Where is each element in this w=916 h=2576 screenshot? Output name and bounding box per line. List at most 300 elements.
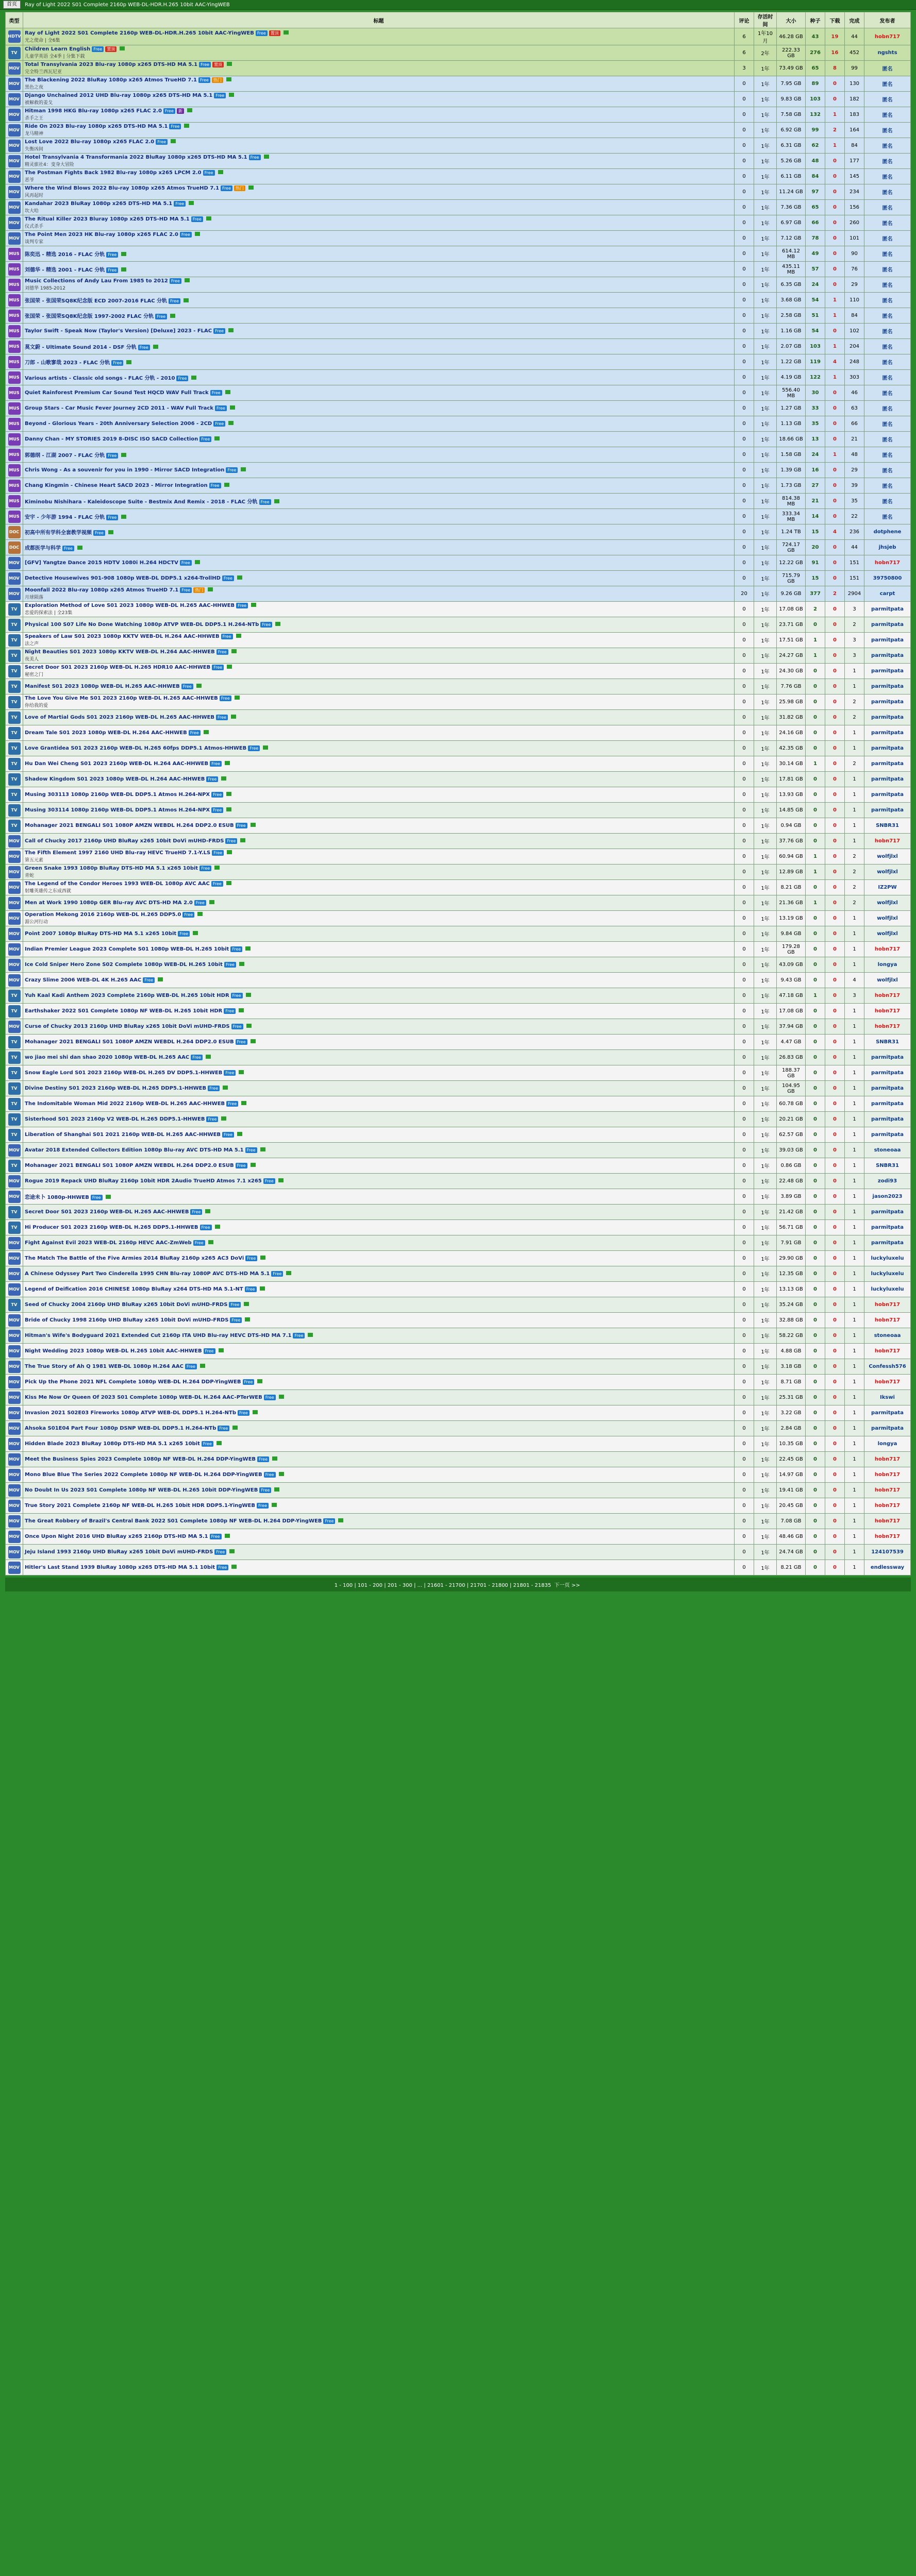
torrent-title-link[interactable]: 成都医学与科学 xyxy=(25,546,61,551)
leechers-count[interactable]: 0 xyxy=(825,1127,845,1143)
leechers-count[interactable]: 0 xyxy=(825,200,845,215)
comments-count[interactable]: 0 xyxy=(735,463,754,478)
uploader-name[interactable]: hobn717 xyxy=(864,1514,911,1529)
completed-count[interactable]: 63 xyxy=(845,401,864,416)
uploader-name[interactable]: parmitpata xyxy=(864,1220,911,1235)
seeders-count[interactable]: 103 xyxy=(806,339,825,354)
uploader-name[interactable]: 匿名 xyxy=(864,123,911,138)
table-row[interactable] xyxy=(6,1081,911,1096)
torrent-title-link[interactable]: Rogue 2019 Repack UHD BluRay 2160p 10bit HDR 2Audio TrueHD Atmos 7.1 x265 xyxy=(25,1178,262,1184)
download-icon[interactable] xyxy=(251,1163,256,1167)
uploader-name[interactable]: 匿名 xyxy=(864,184,911,200)
category-icon[interactable]: MUS xyxy=(8,464,21,477)
download-icon[interactable] xyxy=(239,962,244,966)
completed-count[interactable]: 1 xyxy=(845,1421,864,1436)
table-row[interactable] xyxy=(6,1189,911,1205)
leechers-count[interactable]: 0 xyxy=(825,1328,845,1344)
uploader-name[interactable]: parmitpata xyxy=(864,1421,911,1436)
torrent-title-link[interactable]: The True Story of Ah Q 1981 WEB-DL 1080p H.264 AAC xyxy=(25,1364,184,1369)
category-icon[interactable]: MOV xyxy=(8,1515,21,1528)
uploader-name[interactable]: stoneoaa xyxy=(864,1328,911,1344)
table-row[interactable] xyxy=(6,540,911,555)
category-icon[interactable]: TV xyxy=(8,727,21,739)
download-icon[interactable] xyxy=(193,931,198,935)
completed-count[interactable]: 3 xyxy=(845,633,864,648)
comments-count[interactable]: 0 xyxy=(735,123,754,138)
uploader-name[interactable]: 匿名 xyxy=(864,432,911,447)
seeders-count[interactable]: 57 xyxy=(806,262,825,277)
table-row[interactable] xyxy=(6,787,911,803)
comments-count[interactable]: 0 xyxy=(735,1421,754,1436)
category-icon[interactable]: MUS xyxy=(8,279,21,291)
category-icon[interactable]: TV xyxy=(8,1113,21,1126)
completed-count[interactable]: 90 xyxy=(845,246,864,262)
leechers-count[interactable]: 0 xyxy=(825,1189,845,1205)
seeders-count[interactable]: 97 xyxy=(806,184,825,200)
torrent-title-link[interactable]: Lost Love 2022 Blu-ray 1080p x265 FLAC 2.0 xyxy=(25,139,155,145)
download-icon[interactable] xyxy=(241,467,246,471)
download-icon[interactable] xyxy=(200,1364,205,1368)
seeders-count[interactable]: 65 xyxy=(806,200,825,215)
seeders-count[interactable]: 65 xyxy=(806,61,825,76)
table-row[interactable] xyxy=(6,1112,911,1127)
download-icon[interactable] xyxy=(226,807,231,811)
torrent-title-link[interactable]: [GFV] Yangtze Dance 2015 HDTV 1080i H.264 HDCTV xyxy=(25,560,178,566)
completed-count[interactable]: 1 xyxy=(845,911,864,926)
torrent-title-link[interactable]: Point 2007 1080p BluRay DTS-HD MA 5.1 x265 10bit xyxy=(25,931,177,937)
seeders-count[interactable]: 99 xyxy=(806,123,825,138)
category-icon[interactable]: TV xyxy=(8,1082,21,1095)
uploader-name[interactable]: 匿名 xyxy=(864,293,911,308)
leechers-count[interactable]: 0 xyxy=(825,865,845,880)
leechers-count[interactable]: 0 xyxy=(825,1529,845,1545)
table-row[interactable] xyxy=(6,1205,911,1220)
completed-count[interactable]: 1 xyxy=(845,1328,864,1344)
torrent-title-link[interactable]: Children Learn English xyxy=(25,46,91,52)
table-row[interactable] xyxy=(6,1359,911,1375)
uploader-name[interactable]: hobn717 xyxy=(864,1375,911,1390)
uploader-name[interactable]: 匿名 xyxy=(864,92,911,107)
seeders-count[interactable]: 20 xyxy=(806,540,825,555)
torrent-title-link[interactable]: Earthshaker 2022 S01 Complete 1080p NF WEB-DL H.265 10bit HDR xyxy=(25,1008,223,1014)
seeders-count[interactable]: 84 xyxy=(806,169,825,184)
comments-count[interactable]: 0 xyxy=(735,803,754,818)
completed-count[interactable]: 3 xyxy=(845,988,864,1004)
category-icon[interactable]: MUS xyxy=(8,449,21,461)
download-icon[interactable] xyxy=(274,499,279,503)
uploader-name[interactable]: hobn717 xyxy=(864,1004,911,1019)
completed-count[interactable]: 44 xyxy=(845,540,864,555)
uploader-name[interactable]: wolfjlxl xyxy=(864,865,911,880)
leechers-count[interactable]: 0 xyxy=(825,494,845,509)
table-row[interactable] xyxy=(6,447,911,463)
download-icon[interactable] xyxy=(206,216,211,221)
download-icon[interactable] xyxy=(251,603,256,607)
seeders-count[interactable]: 0 xyxy=(806,1127,825,1143)
seeders-count[interactable]: 49 xyxy=(806,246,825,262)
category-icon[interactable]: TV xyxy=(8,758,21,770)
completed-count[interactable]: 260 xyxy=(845,215,864,231)
torrent-title-link[interactable]: Crazy Slime 2006 WEB-DL 4K H.265 AAC xyxy=(25,977,142,983)
uploader-name[interactable]: SNBR31 xyxy=(864,1035,911,1050)
seeders-count[interactable]: 54 xyxy=(806,293,825,308)
completed-count[interactable]: 2904 xyxy=(845,586,864,602)
leechers-count[interactable]: 0 xyxy=(825,725,845,741)
comments-count[interactable]: 0 xyxy=(735,107,754,123)
comments-count[interactable]: 0 xyxy=(735,1189,754,1205)
comments-count[interactable]: 0 xyxy=(735,184,754,200)
download-icon[interactable] xyxy=(257,1379,262,1383)
completed-count[interactable]: 1 xyxy=(845,1158,864,1174)
table-row[interactable] xyxy=(6,911,911,926)
category-icon[interactable]: MOV xyxy=(8,155,21,167)
table-row[interactable] xyxy=(6,880,911,895)
table-row[interactable] xyxy=(6,1390,911,1405)
comments-count[interactable]: 0 xyxy=(735,1035,754,1050)
download-icon[interactable] xyxy=(246,993,251,997)
seeders-count[interactable]: 48 xyxy=(806,154,825,169)
comments-count[interactable]: 0 xyxy=(735,834,754,849)
seeders-count[interactable]: 24 xyxy=(806,277,825,293)
torrent-title-link[interactable]: Chang Kingmin - Chinese Heart SACD 2023 - Mirror Integration xyxy=(25,483,208,488)
comments-count[interactable]: 0 xyxy=(735,1344,754,1359)
leechers-count[interactable]: 0 xyxy=(825,942,845,957)
leechers-count[interactable]: 19 xyxy=(825,28,845,45)
category-icon[interactable]: DOC xyxy=(8,541,21,554)
completed-count[interactable]: 2 xyxy=(845,865,864,880)
seeders-count[interactable]: 0 xyxy=(806,1529,825,1545)
table-row[interactable] xyxy=(6,231,911,246)
leechers-count[interactable]: 0 xyxy=(825,787,845,803)
comments-count[interactable]: 0 xyxy=(735,849,754,865)
table-row[interactable] xyxy=(6,463,911,478)
category-icon[interactable]: TV xyxy=(8,1052,21,1064)
comments-count[interactable]: 0 xyxy=(735,1205,754,1220)
comments-count[interactable]: 0 xyxy=(735,1297,754,1313)
completed-count[interactable]: 1 xyxy=(845,1004,864,1019)
table-row[interactable] xyxy=(6,1004,911,1019)
torrent-title-link[interactable]: Musing 303113 1080p 2160p WEB-DL DDP5.1 Atmos H.264-NPX xyxy=(25,792,210,798)
completed-count[interactable]: 3 xyxy=(845,602,864,617)
category-icon[interactable]: TV xyxy=(8,820,21,832)
torrent-title-link[interactable]: True Story 2021 Complete 2160p NF WEB-DL H.265 10bit HDR DDP5.1-YingWEB xyxy=(25,1503,256,1509)
category-icon[interactable]: TV xyxy=(8,804,21,817)
download-icon[interactable] xyxy=(264,155,269,159)
seeders-count[interactable]: 27 xyxy=(806,478,825,494)
seeders-count[interactable]: 54 xyxy=(806,324,825,339)
download-icon[interactable] xyxy=(229,1549,235,1553)
uploader-name[interactable]: 124107539 xyxy=(864,1545,911,1560)
comments-count[interactable]: 0 xyxy=(735,200,754,215)
comments-count[interactable]: 0 xyxy=(735,76,754,92)
torrent-title-link[interactable]: Group Stars - Car Music Fever Journey 2CD 2011 - WAV Full Track xyxy=(25,405,213,411)
torrent-title-link[interactable]: 陈奕迅 - 精选 2016 - FLAC 分轨 xyxy=(25,252,105,258)
torrent-title-link[interactable]: 刀郎 - 山歌寥哉 2023 - FLAC 分轨 xyxy=(25,360,110,366)
table-row[interactable] xyxy=(6,385,911,401)
uploader-name[interactable]: hobn717 xyxy=(864,28,911,45)
torrent-title-link[interactable]: Hidden Blade 2023 BluRay 1080p DTS-HD MA 5.1 x265 10bit xyxy=(25,1441,200,1447)
completed-count[interactable]: 1 xyxy=(845,1436,864,1452)
table-row[interactable] xyxy=(6,1251,911,1266)
completed-count[interactable]: 29 xyxy=(845,277,864,293)
comments-count[interactable]: 0 xyxy=(735,602,754,617)
download-icon[interactable] xyxy=(231,715,236,719)
download-icon[interactable] xyxy=(260,1147,265,1151)
leechers-count[interactable]: 0 xyxy=(825,834,845,849)
table-row[interactable] xyxy=(6,1405,911,1421)
category-icon[interactable]: TV xyxy=(8,603,21,616)
uploader-name[interactable]: wolfjlxl xyxy=(864,849,911,865)
seeders-count[interactable]: 66 xyxy=(806,215,825,231)
seeders-count[interactable]: 0 xyxy=(806,1344,825,1359)
comments-count[interactable]: 0 xyxy=(735,447,754,463)
download-icon[interactable] xyxy=(224,483,229,487)
uploader-name[interactable]: 匿名 xyxy=(864,416,911,432)
leechers-count[interactable]: 0 xyxy=(825,1143,845,1158)
seeders-count[interactable]: 21 xyxy=(806,494,825,509)
leechers-count[interactable]: 0 xyxy=(825,1081,845,1096)
completed-count[interactable]: 46 xyxy=(845,385,864,401)
comments-count[interactable]: 0 xyxy=(735,818,754,834)
torrent-title-link[interactable]: Seed of Chucky 2004 2160p UHD BluRay x265 10bit DoVi mUHD-FRDS xyxy=(25,1302,228,1308)
uploader-name[interactable]: 匿名 xyxy=(864,246,911,262)
seeders-count[interactable]: 0 xyxy=(806,772,825,787)
table-row[interactable] xyxy=(6,1529,911,1545)
uploader-name[interactable]: parmitpata xyxy=(864,694,911,710)
table-row[interactable] xyxy=(6,926,911,942)
download-icon[interactable] xyxy=(153,345,158,349)
category-icon[interactable]: MUS xyxy=(8,294,21,307)
leechers-count[interactable]: 0 xyxy=(825,633,845,648)
uploader-name[interactable]: hobn717 xyxy=(864,1344,911,1359)
uploader-name[interactable]: parmitpata xyxy=(864,1127,911,1143)
table-row[interactable] xyxy=(6,1436,911,1452)
download-icon[interactable] xyxy=(260,1256,265,1260)
download-icon[interactable] xyxy=(231,649,237,653)
seeders-count[interactable]: 0 xyxy=(806,1205,825,1220)
comments-count[interactable]: 0 xyxy=(735,1436,754,1452)
table-row[interactable] xyxy=(6,571,911,586)
uploader-name[interactable]: 匿名 xyxy=(864,61,911,76)
torrent-title-link[interactable]: Detective Housewives 901-908 1080p WEB-DL DDP5.1 x264-TrollHD xyxy=(25,575,221,581)
comments-count[interactable]: 0 xyxy=(735,1096,754,1112)
torrent-title-link[interactable]: 安宇 - 少年游 1994 - FLAC 分轨 xyxy=(25,515,105,520)
completed-count[interactable]: 1 xyxy=(845,664,864,679)
table-row[interactable] xyxy=(6,416,911,432)
leechers-count[interactable]: 0 xyxy=(825,648,845,664)
table-row[interactable] xyxy=(6,61,911,76)
download-icon[interactable] xyxy=(77,546,82,550)
seeders-count[interactable]: 0 xyxy=(806,710,825,725)
comments-count[interactable]: 0 xyxy=(735,1452,754,1467)
torrent-title-link[interactable]: Liberation of Shanghai S01 2021 2160p WEB-DL H.265 AAC-HHWEB xyxy=(25,1132,221,1138)
category-icon[interactable]: MOV xyxy=(8,201,21,214)
completed-count[interactable]: 2 xyxy=(845,756,864,772)
leechers-count[interactable]: 0 xyxy=(825,1158,845,1174)
table-row[interactable] xyxy=(6,617,911,633)
column-header[interactable]: 发布者 xyxy=(864,12,911,28)
torrent-title-link[interactable]: Sisterhood S01 2023 2160p V2 WEB-DL H.265 DDP5.1-HHWEB xyxy=(25,1116,205,1122)
torrent-title-link[interactable]: The Match The Battle of the Five Armies 2014 BluRay 2160p x265 AC3 DoVi xyxy=(25,1256,244,1261)
torrent-title-link[interactable]: Once Upon Night 2016 UHD BluRay x265 2160p DTS-HD MA 5.1 xyxy=(25,1534,208,1539)
category-icon[interactable]: MOV xyxy=(8,109,21,121)
torrent-title-link[interactable]: Dream Tale S01 2023 1080p WEB-DL H.264 AAC-HHWEB xyxy=(25,730,187,736)
download-icon[interactable] xyxy=(204,730,209,734)
uploader-name[interactable]: zodi93 xyxy=(864,1174,911,1189)
leechers-count[interactable]: 0 xyxy=(825,1251,845,1266)
torrent-title-link[interactable]: Kiminobu Nishihara - Kaleidoscope Suite - Bestmix And Remix - 2018 - FLAC 分轨 xyxy=(25,499,258,505)
download-icon[interactable] xyxy=(225,1534,230,1538)
download-icon[interactable] xyxy=(284,30,289,35)
seeders-count[interactable]: 0 xyxy=(806,1452,825,1467)
torrent-title-link[interactable]: Beyond - Glorious Years - 20th Anniversary Selection 2006 - 2CD xyxy=(25,421,212,427)
uploader-name[interactable]: parmitpata xyxy=(864,1050,911,1065)
torrent-title-link[interactable]: The Ritual Killer 2023 Bluray 1080p x265 DTS-HD MA 5.1 xyxy=(25,216,190,222)
uploader-name[interactable]: IZ2PW xyxy=(864,880,911,895)
completed-count[interactable]: 236 xyxy=(845,524,864,540)
category-icon[interactable]: MOV xyxy=(8,1500,21,1512)
download-icon[interactable] xyxy=(184,298,189,302)
download-icon[interactable] xyxy=(197,912,203,916)
table-row[interactable] xyxy=(6,1235,911,1251)
download-icon[interactable] xyxy=(272,1503,277,1507)
download-icon[interactable] xyxy=(214,436,220,440)
seeders-count[interactable]: 15 xyxy=(806,571,825,586)
completed-count[interactable]: 1 xyxy=(845,1266,864,1282)
torrent-title-link[interactable]: Exploration Method of Love S01 2023 1080p WEB-DL H.265 AAC-HHWEB xyxy=(25,603,235,608)
comments-count[interactable]: 0 xyxy=(735,1498,754,1514)
completed-count[interactable]: 1 xyxy=(845,1297,864,1313)
table-row[interactable] xyxy=(6,138,911,154)
torrent-title-link[interactable]: Pick Up the Phone 2021 NFL Complete 1080p WEB-DL H.264 DDP-YingWEB xyxy=(25,1379,241,1385)
uploader-name[interactable]: jhsjeb xyxy=(864,540,911,555)
category-icon[interactable]: MUS xyxy=(8,356,21,368)
completed-count[interactable]: 84 xyxy=(845,138,864,154)
seeders-count[interactable]: 91 xyxy=(806,555,825,571)
torrent-title-link[interactable]: The Fifth Element 1997 2160 UHD Blu-ray HEVC TrueHD 7.1-Y.LS xyxy=(25,850,211,856)
seeders-count[interactable]: 62 xyxy=(806,138,825,154)
seeders-count[interactable]: 0 xyxy=(806,942,825,957)
uploader-name[interactable]: luckyluxelu xyxy=(864,1266,911,1282)
torrent-title-link[interactable]: Hitman's Wife's Bodyguard 2021 Extended Cut 2160p ITA UHD Blu-ray HEVC DTS-HD MA 7.1 xyxy=(25,1333,292,1338)
seeders-count[interactable]: 0 xyxy=(806,834,825,849)
completed-count[interactable]: 2 xyxy=(845,694,864,710)
download-icon[interactable] xyxy=(278,1178,284,1182)
seeders-count[interactable]: 0 xyxy=(806,973,825,988)
leechers-count[interactable]: 0 xyxy=(825,772,845,787)
table-row[interactable] xyxy=(6,1375,911,1390)
torrent-title-link[interactable]: Physical 100 S07 Life No Done Watching 1080p ATVP WEB-DL DDP5.1 H.264-NTb xyxy=(25,622,259,628)
seeders-count[interactable]: 0 xyxy=(806,741,825,756)
comments-count[interactable]: 0 xyxy=(735,509,754,524)
comments-count[interactable]: 6 xyxy=(735,45,754,61)
category-icon[interactable]: MOV xyxy=(8,93,21,106)
torrent-title-link[interactable]: Kiss Me Now Or Queen Of 2023 S01 Complete 1080p WEB-DL H.264 AAC-PTerWEB xyxy=(25,1395,262,1400)
leechers-count[interactable]: 0 xyxy=(825,169,845,184)
leechers-count[interactable]: 2 xyxy=(825,123,845,138)
download-icon[interactable] xyxy=(205,1209,210,1213)
completed-count[interactable]: 182 xyxy=(845,92,864,107)
table-row[interactable] xyxy=(6,1560,911,1575)
category-icon[interactable]: MUS xyxy=(8,263,21,276)
table-row[interactable] xyxy=(6,648,911,664)
download-icon[interactable] xyxy=(239,1070,244,1074)
table-row[interactable] xyxy=(6,123,911,138)
torrent-title-link[interactable]: Hitman 1998 HKG Blu-ray 1080p x265 FLAC 2.0 xyxy=(25,108,162,114)
uploader-name[interactable]: parmitpata xyxy=(864,1205,911,1220)
seeders-count[interactable]: 0 xyxy=(806,1143,825,1158)
uploader-name[interactable]: 匿名 xyxy=(864,154,911,169)
torrent-title-link[interactable]: A Chinese Odyssey Part Two Cinderella 1995 CHN Blu-ray 1080P AVC DTS-HD MA 5.1 xyxy=(25,1271,270,1277)
download-icon[interactable] xyxy=(231,1565,237,1569)
category-icon[interactable]: MOV xyxy=(8,1237,21,1249)
table-row[interactable] xyxy=(6,725,911,741)
table-row[interactable] xyxy=(6,1498,911,1514)
download-icon[interactable] xyxy=(245,1317,250,1321)
uploader-name[interactable]: parmitpata xyxy=(864,1096,911,1112)
category-icon[interactable]: TV xyxy=(8,619,21,631)
category-icon[interactable]: TV xyxy=(8,1222,21,1234)
seeders-count[interactable]: 0 xyxy=(806,1096,825,1112)
comments-count[interactable]: 0 xyxy=(735,215,754,231)
leechers-count[interactable]: 0 xyxy=(825,324,845,339)
leechers-count[interactable]: 0 xyxy=(825,849,845,865)
download-icon[interactable] xyxy=(216,1441,222,1445)
comments-count[interactable]: 0 xyxy=(735,725,754,741)
category-icon[interactable]: MOV xyxy=(8,1484,21,1497)
torrent-title-link[interactable]: 莫文蔚 - Ultimate Sound 2014 - DSF 分轨 xyxy=(25,345,137,350)
uploader-name[interactable]: 匿名 xyxy=(864,339,911,354)
category-icon[interactable]: TV xyxy=(8,634,21,647)
completed-count[interactable]: 2 xyxy=(845,617,864,633)
uploader-name[interactable]: parmitpata xyxy=(864,725,911,741)
completed-count[interactable]: 84 xyxy=(845,308,864,324)
torrent-title-link[interactable]: 张国荣 - 张国荣SQ8K纪念版 1997-2002 FLAC 分轨 xyxy=(25,314,154,319)
completed-count[interactable]: 1 xyxy=(845,1467,864,1483)
seeders-count[interactable]: 1 xyxy=(806,988,825,1004)
leechers-count[interactable]: 0 xyxy=(825,988,845,1004)
column-header[interactable]: 完成 xyxy=(845,12,864,28)
leechers-count[interactable]: 0 xyxy=(825,803,845,818)
leechers-count[interactable]: 0 xyxy=(825,679,845,694)
seeders-count[interactable]: 2 xyxy=(806,602,825,617)
seeders-count[interactable]: 24 xyxy=(806,447,825,463)
torrent-title-link[interactable]: Mohanager 2021 BENGALI S01 1080P AMZN WEBDL H.264 DDP2.0 ESUB xyxy=(25,1039,234,1045)
leechers-count[interactable]: 16 xyxy=(825,45,845,61)
download-icon[interactable] xyxy=(236,634,241,638)
completed-count[interactable]: 156 xyxy=(845,200,864,215)
seeders-count[interactable]: 0 xyxy=(806,1313,825,1328)
comments-count[interactable]: 0 xyxy=(735,1405,754,1421)
uploader-name[interactable]: 匿名 xyxy=(864,215,911,231)
category-icon[interactable]: TV xyxy=(8,1098,21,1110)
leechers-count[interactable]: 1 xyxy=(825,308,845,324)
table-row[interactable] xyxy=(6,339,911,354)
comments-count[interactable]: 0 xyxy=(735,385,754,401)
table-row[interactable] xyxy=(6,262,911,277)
category-icon[interactable]: MOV xyxy=(8,897,21,909)
torrent-title-link[interactable]: Legend of Deification 2016 CHINESE 1080p BluRay x264 DTS-HD MA 5.1-NT xyxy=(25,1286,243,1292)
table-row[interactable] xyxy=(6,803,911,818)
seeders-count[interactable]: 0 xyxy=(806,1050,825,1065)
download-icon[interactable] xyxy=(275,622,280,626)
category-icon[interactable]: MUS xyxy=(8,418,21,430)
download-icon[interactable] xyxy=(219,1348,224,1352)
torrent-title-link[interactable]: The Postman Fights Back 1982 Blu-ray 1080p x265 LPCM 2.0 xyxy=(25,170,202,176)
comments-count[interactable]: 0 xyxy=(735,895,754,911)
leechers-count[interactable]: 0 xyxy=(825,1467,845,1483)
download-icon[interactable] xyxy=(195,232,200,236)
